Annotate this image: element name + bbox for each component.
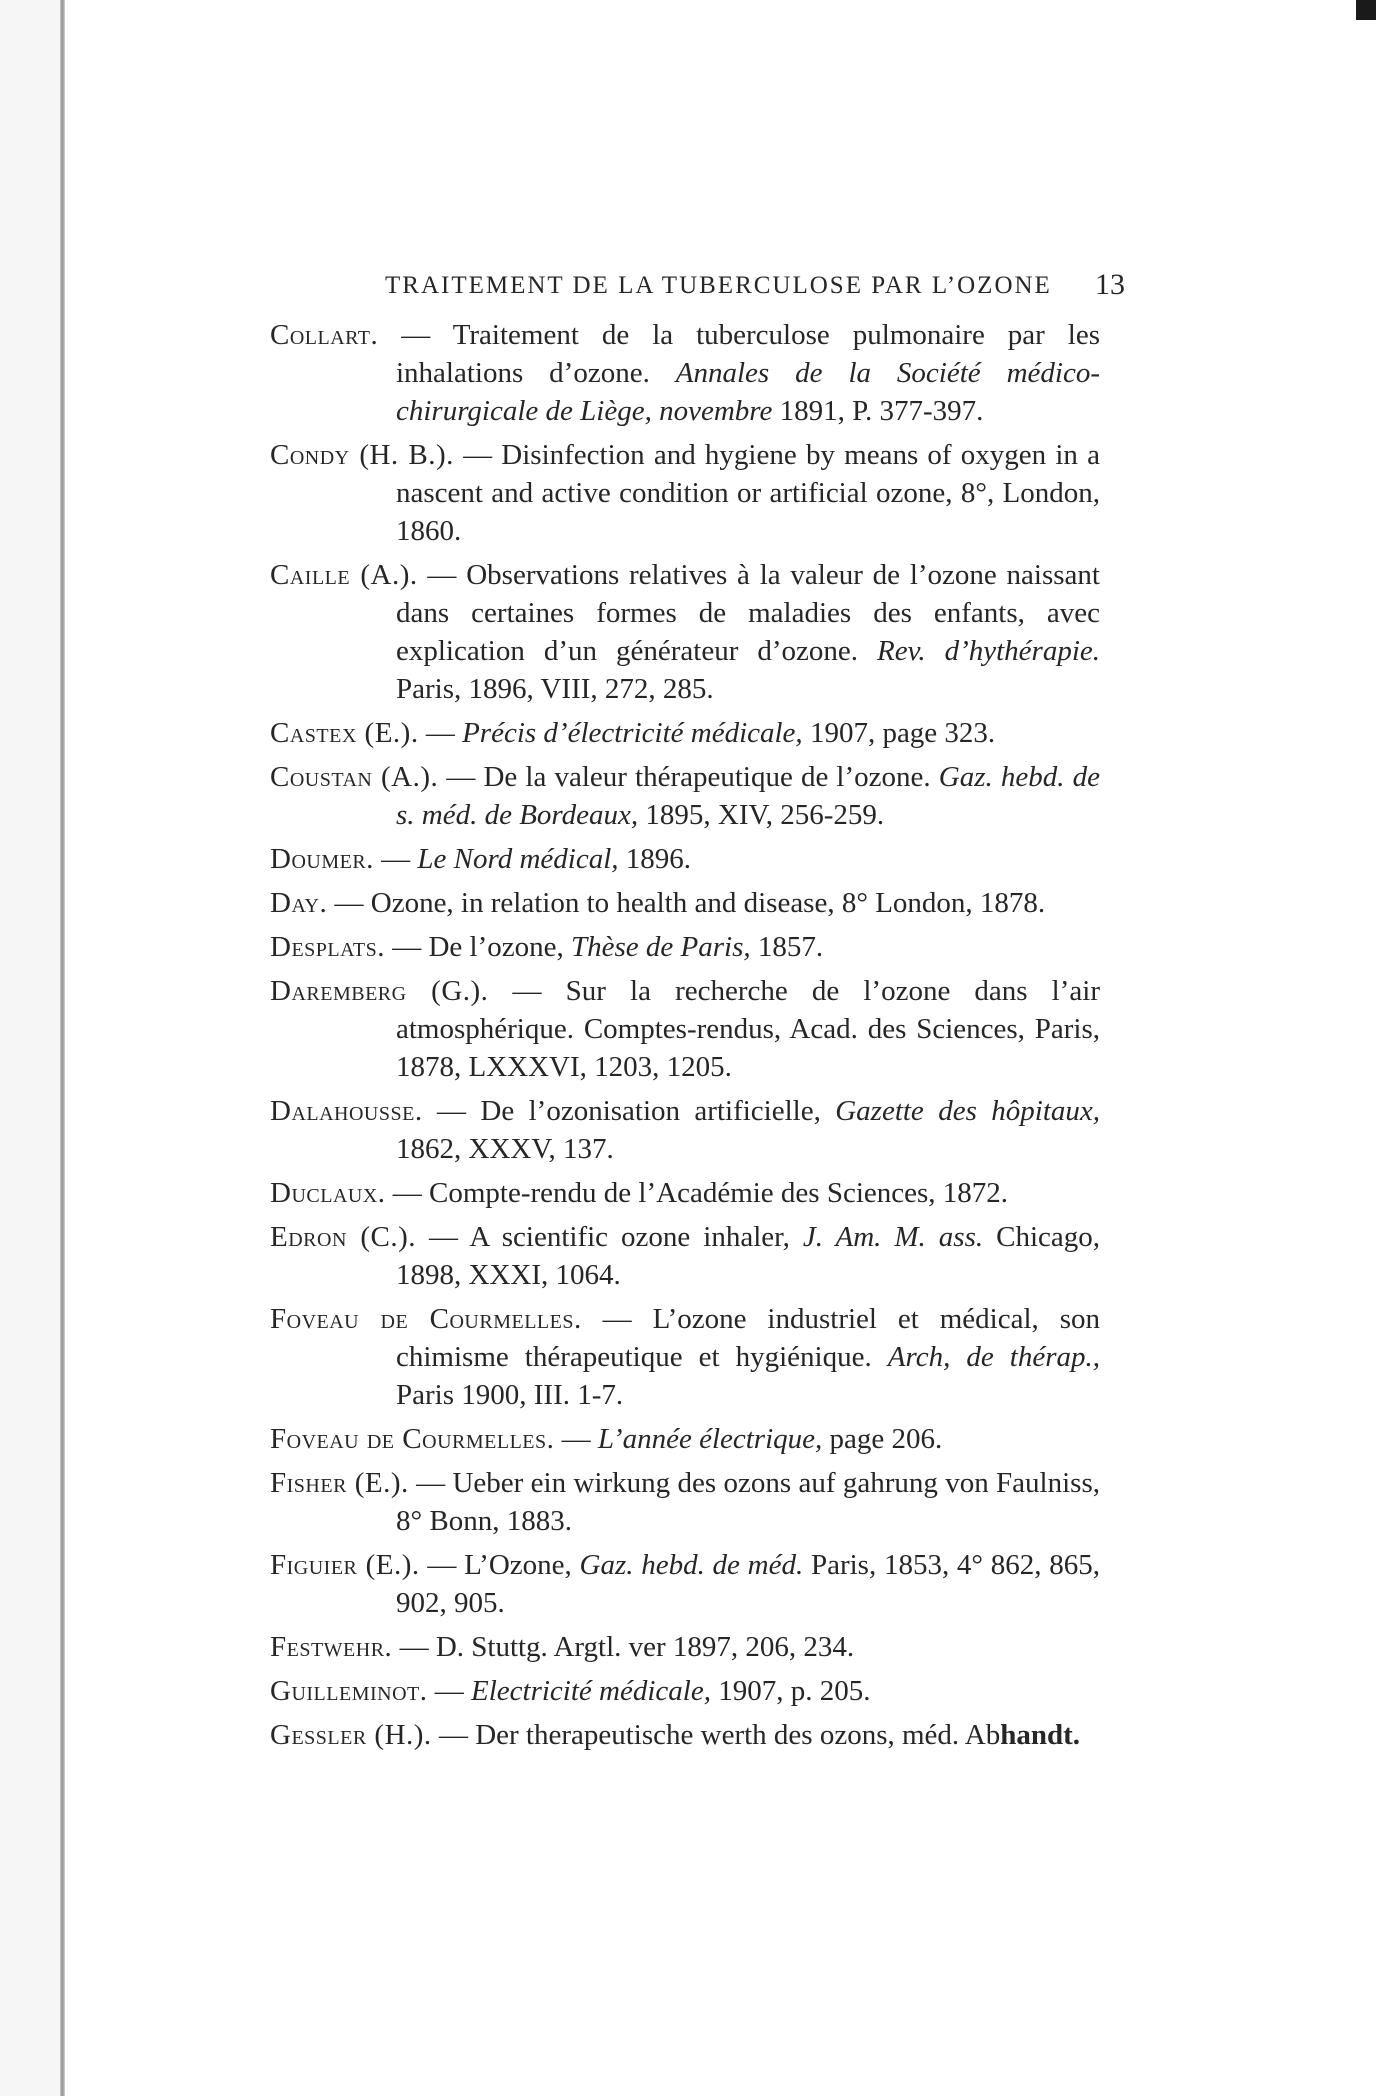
entry-details: Paris 1900, III. 1-7. bbox=[396, 1379, 624, 1411]
bibliography-entry bbox=[270, 316, 1100, 430]
entry-publication: J. Am. M. ass. bbox=[802, 1221, 984, 1253]
entry-publication: Electricité médicale, bbox=[471, 1675, 711, 1707]
bibliography-entry bbox=[270, 1092, 1100, 1168]
bibliography-entry bbox=[270, 714, 1100, 752]
entry-text-continuation: handt. bbox=[1000, 1719, 1081, 1751]
entry-author: Guilleminot. bbox=[270, 1675, 428, 1707]
entry-text: — Sur la recherche de l’ozone dans l’air atmosphérique. Comptes-rendus, Acad. des Sciences, Paris, 1878, LXXXVI, 1203, 1205. bbox=[396, 975, 1100, 1083]
entry-text: — L’ozone industriel et médical, son chimisme thérapeutique et hygiénique. bbox=[396, 1303, 1100, 1373]
entry-text: — L’Ozone, bbox=[419, 1549, 580, 1581]
entry-text: — Der therapeutische werth des ozons, méd. Ab bbox=[431, 1719, 1001, 1751]
entry-text: — Traitement de la tuberculose pulmonaire par les inhalations d’ozone. bbox=[378, 319, 1100, 389]
bibliography-entry bbox=[270, 1218, 1100, 1294]
entry-author: Gessler (H.). bbox=[270, 1719, 432, 1751]
entry-author: Festwehr. bbox=[270, 1631, 393, 1663]
entry-author: Day. bbox=[270, 887, 328, 919]
entry-details: 1896. bbox=[618, 843, 692, 875]
entry-details: 1891, P. 377-397. bbox=[772, 395, 984, 427]
bibliography-entry bbox=[270, 436, 1100, 550]
bibliography-entry bbox=[270, 1300, 1100, 1414]
running-title: TRAITEMENT DE LA TUBERCULOSE PAR L’OZONE bbox=[385, 272, 1052, 299]
entry-text: — bbox=[418, 717, 463, 749]
page-number: 13 bbox=[1095, 268, 1125, 301]
bibliography-entry bbox=[270, 1420, 1100, 1458]
bibliography-entry bbox=[270, 556, 1100, 708]
bibliography-entry bbox=[270, 1672, 1100, 1710]
entry-author: Doumer. bbox=[270, 843, 374, 875]
page-header bbox=[385, 268, 1125, 308]
entry-text: — bbox=[554, 1423, 598, 1455]
entry-text: — Compte-rendu de l’Académie des Sciences, 1872. bbox=[385, 1177, 1009, 1209]
entry-text: — Observations relatives à la valeur de l’ozone naissant dans certaines formes de maladies des enfants, avec explication d’un générateur d’ozone. bbox=[396, 559, 1100, 667]
entry-text: — Ueber ein wirkung des ozons auf gahrung von Faulniss, 8° Bonn, 1883. bbox=[396, 1467, 1100, 1537]
entry-details: 1857. bbox=[750, 931, 824, 963]
entry-details: Chicago, 1898, XXXI, 1064. bbox=[396, 1221, 1100, 1291]
entry-publication: Le Nord médical, bbox=[417, 843, 619, 875]
entry-author: Collart. bbox=[270, 319, 379, 351]
entry-publication: Rev. d’hythérapie. bbox=[877, 635, 1100, 667]
bibliography-entry bbox=[270, 758, 1100, 834]
bibliography-entry bbox=[270, 928, 1100, 966]
bibliography-entry bbox=[270, 1716, 1100, 1754]
entry-text: — A scientific ozone inhaler, bbox=[416, 1221, 803, 1253]
entry-publication: Arch, de thérap., bbox=[887, 1341, 1100, 1373]
entry-text: — De l’ozonisation artificielle, bbox=[422, 1095, 836, 1127]
binding-edge bbox=[60, 0, 65, 2096]
entry-author: Figuier (E.). bbox=[270, 1549, 420, 1581]
entry-details: 1895, XIV, 256-259. bbox=[638, 799, 885, 831]
bibliography-list bbox=[270, 316, 1100, 1760]
entry-publication: Gaz. hebd. de méd. bbox=[579, 1549, 804, 1581]
entry-author: Coustan (A.). bbox=[270, 761, 439, 793]
entry-publication: Précis d’électricité médicale, bbox=[462, 717, 803, 749]
entry-details: 1907, p. 205. bbox=[710, 1675, 871, 1707]
entry-author: Foveau de Courmelles. bbox=[270, 1423, 555, 1455]
entry-publication: Gazette des hôpitaux, bbox=[835, 1095, 1100, 1127]
bibliography-entry bbox=[270, 1546, 1100, 1622]
entry-publication: L’année électrique, bbox=[597, 1423, 823, 1455]
entry-author: Caille (A.). bbox=[270, 559, 418, 591]
entry-text: — Disinfection and hygiene by means of oxygen in a nascent and active condition or artificial ozone, 8°, London, 1860. bbox=[396, 439, 1101, 547]
corner-mark bbox=[1356, 0, 1376, 20]
entry-author: Condy (H. B.). bbox=[270, 439, 454, 471]
entry-author: Edron (C.). bbox=[270, 1221, 417, 1253]
entry-author: Duclaux. bbox=[270, 1177, 386, 1209]
entry-author: Castex (E.). bbox=[270, 717, 419, 749]
entry-text: — De la valeur thérapeutique de l’ozone. bbox=[438, 761, 939, 793]
entry-publication: Gaz. hebd. de s. méd. de Bordeaux, bbox=[396, 761, 1100, 831]
bibliography-entry bbox=[270, 1174, 1100, 1212]
entry-publication: Annales de la Société médico-chirurgicale de Liège, novembre bbox=[396, 357, 1100, 427]
entry-details: Paris, 1896, VIII, 272, 285. bbox=[396, 673, 714, 705]
bibliography-entry bbox=[270, 972, 1100, 1086]
entry-text: — bbox=[373, 843, 418, 875]
entry-author: Foveau de Courmelles. bbox=[270, 1303, 582, 1335]
entry-text: — Ozone, in relation to health and disease, 8° London, 1878. bbox=[327, 887, 1046, 919]
bibliography-entry bbox=[270, 1464, 1100, 1540]
entry-text: — bbox=[427, 1675, 471, 1707]
entry-details: 1907, page 323. bbox=[802, 717, 996, 749]
entry-details: 1862, XXXV, 137. bbox=[396, 1133, 614, 1165]
page-margin bbox=[0, 0, 60, 2096]
entry-text: — De l’ozone, bbox=[384, 931, 571, 963]
entry-details: Paris, 1853, 4° 862, 865, 902, 905. bbox=[396, 1549, 1100, 1619]
entry-details: page 206. bbox=[822, 1423, 943, 1455]
entry-publication: Thèse de Paris, bbox=[570, 931, 751, 963]
entry-author: Daremberg (G.). bbox=[270, 975, 489, 1007]
bibliography-entry bbox=[270, 1628, 1100, 1666]
entry-text: — D. Stuttg. Argtl. ver 1897, 206, 234. bbox=[392, 1631, 855, 1663]
bibliography-entry bbox=[270, 884, 1100, 922]
entry-author: Fisher (E.). bbox=[270, 1467, 409, 1499]
entry-author: Dalahousse. bbox=[270, 1095, 423, 1127]
bibliography-entry bbox=[270, 840, 1100, 878]
entry-author: Desplats. bbox=[270, 931, 385, 963]
